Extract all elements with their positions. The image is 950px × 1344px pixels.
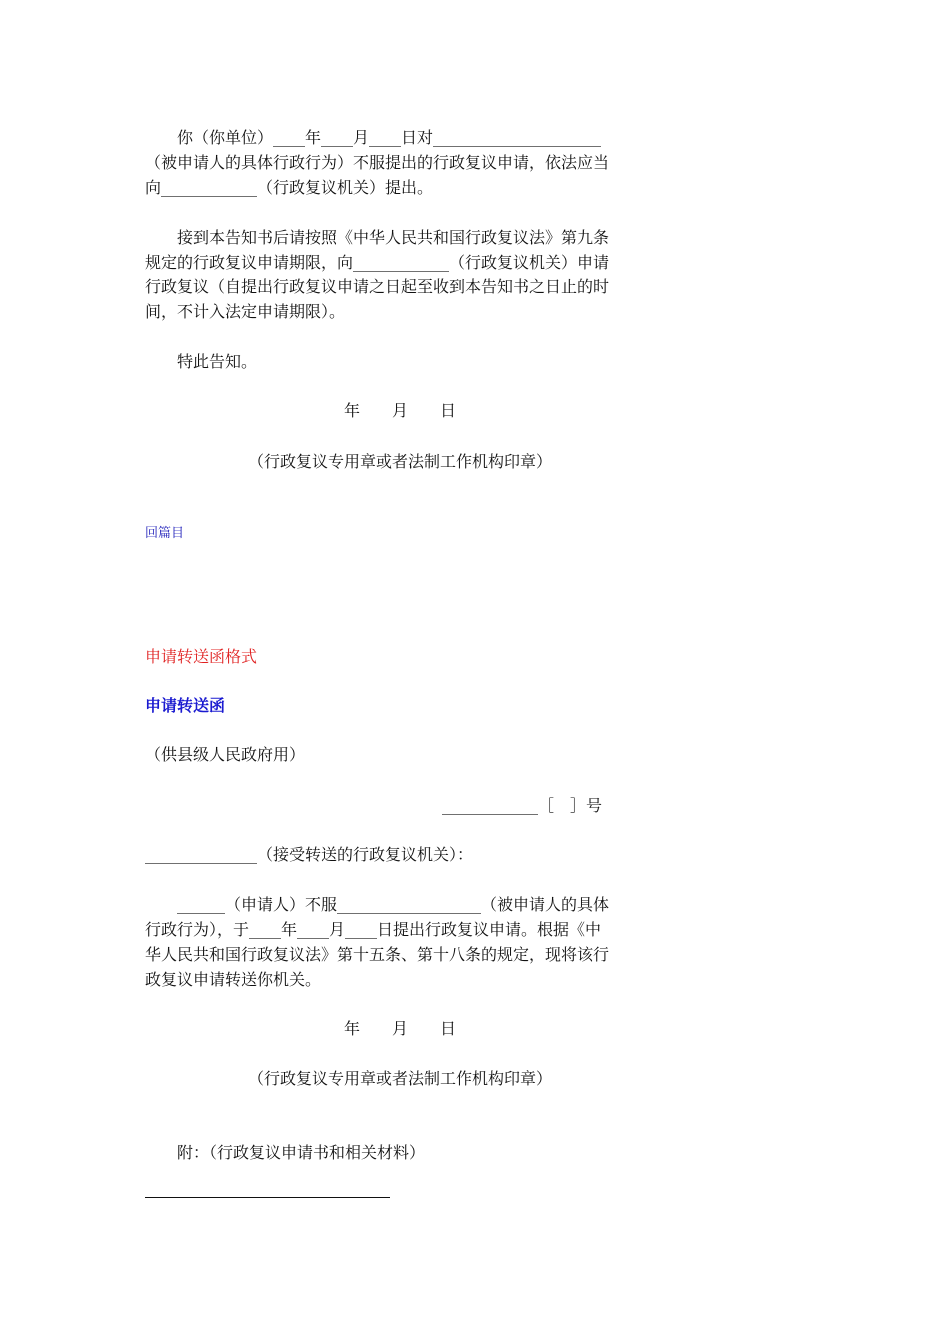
attachment-note: 附：（行政复议申请书和相关材料） [145, 1143, 426, 1162]
footnote-divider [145, 1197, 390, 1198]
document-subtitle: （供县级人民政府用） [145, 745, 306, 764]
section-title: 申请转送函格式 [145, 647, 258, 666]
body-line2: 行政行为），于____年____月____日提出行政复议申请。根据《中 [145, 920, 602, 939]
body-line3: 华人民共和国行政复议法》第十五条、第十八条的规定，现将该行 [145, 945, 610, 964]
back-to-contents-link[interactable]: 回篇目 [145, 526, 185, 541]
notice-p2-line4: 间，不计入法定申请期限）。 [145, 302, 346, 321]
notice-seal: （行政复议专用章或者法制工作机构印章） [247, 452, 552, 471]
notice-p2-line3: 行政复议（自提出行政复议申请之日起至收到本告知书之日止的时 [145, 277, 610, 296]
notice-p1-line1: 你（你单位）____年____月____日对_____________________ [145, 128, 602, 147]
notice-p1-line2: （被申请人的具体行政行为）不服提出的行政复议申请，依法应当 [145, 153, 610, 172]
document-title: 申请转送函 [145, 696, 226, 715]
notice-closing: 特此告知。 [145, 352, 258, 371]
notice-p1-line3: 向____________（行政复议机关）提出。 [145, 178, 434, 197]
transfer-seal: （行政复议专用章或者法制工作机构印章） [247, 1069, 552, 1088]
notice-date: 年 月 日 [343, 401, 456, 420]
notice-p2-line1: 接到本告知书后请按照《中华人民共和国行政复议法》第九条 [145, 228, 610, 247]
transfer-date: 年 月 日 [343, 1019, 456, 1038]
body-line4: 政复议申请转送你机关。 [145, 970, 322, 989]
document-number: ____________［ ］号 [442, 796, 603, 815]
addressee: ______________（接受转送的行政复议机关）： [145, 845, 474, 864]
body-line1: ______（申请人）不服__________________（被申请人的具体 [145, 895, 610, 914]
notice-p2-line2: 规定的行政复议申请期限，向____________（行政复议机关）申请 [145, 253, 610, 272]
